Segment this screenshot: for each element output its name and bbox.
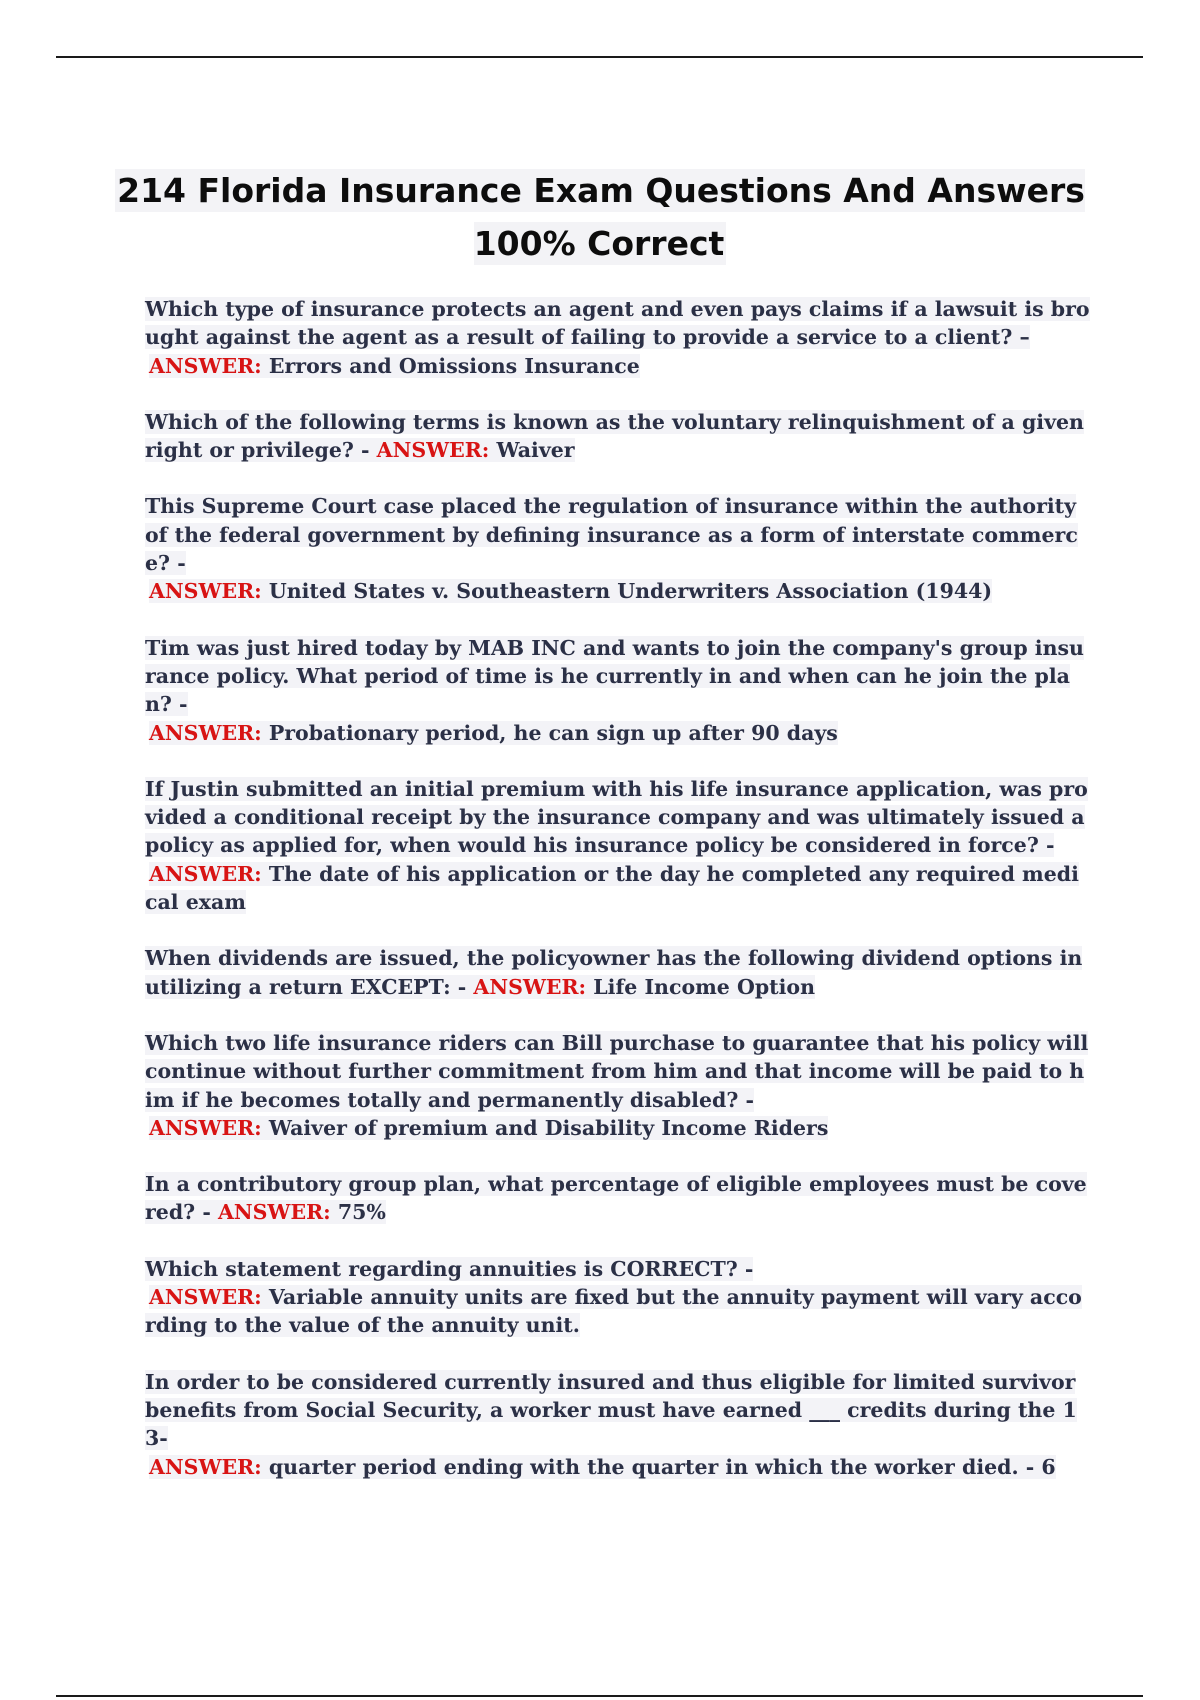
question-text: Which of the following terms is known as the voluntary relinquishment of a given right or privilege? - <box>145 409 1084 463</box>
answer-text: Waiver of premium and Disability Income Riders <box>261 1115 829 1140</box>
answer-label: ANSWER: <box>376 438 490 463</box>
answer-label: ANSWER: <box>149 1454 262 1479</box>
qa-item <box>145 1170 1090 1227</box>
answer-label: ANSWER: <box>149 1285 262 1310</box>
answer-text: United States v. Southeastern Underwriters Association (1944) <box>261 579 993 604</box>
qa-item <box>145 775 1090 916</box>
question-text: Which statement regarding annuities is CORRECT? - <box>145 1256 754 1281</box>
qa-item <box>145 1368 1090 1481</box>
answer-text: Waiver <box>489 438 575 463</box>
top-rule <box>56 56 1143 58</box>
question-text: Which two life insurance riders can Bill purchase to guarantee that his policy will continue without further commitment from him and that income will be paid to him if he becomes totally and permanently disabled? - <box>145 1030 1089 1112</box>
answer-text: Errors and Omissions Insurance <box>261 353 640 378</box>
answer-text: Probationary period, he can sign up after 90 days <box>261 720 838 745</box>
answer-text: quarter period ending with the quarter in which the worker died. - 6 <box>261 1454 1056 1479</box>
question-text: If Justin submitted an initial premium with his life insurance application, was provided a conditional receipt by the insurance company and was ultimately issued a policy as applied for, when would his insurance policy be considered in force? - <box>145 776 1088 858</box>
bottom-rule <box>56 1695 1143 1697</box>
qa-item <box>145 944 1090 1001</box>
qa-item <box>145 1029 1090 1142</box>
qa-list <box>145 295 1090 1509</box>
answer-text: The date of his application or the day he completed any required medical exam <box>145 861 1079 915</box>
answer-label: ANSWER: <box>217 1200 331 1225</box>
document-title-text: 214 Florida Insurance Exam Questions And Answers 100% Correct <box>117 171 1085 264</box>
question-text: Which type of insurance protects an agent and even pays claims if a lawsuit is brought against the agent as a result of failing to provide a service to a client? – <box>145 297 1090 350</box>
answer-text: Variable annuity units are fixed but the annuity payment will vary according to the value of the annuity unit. <box>145 1285 1082 1338</box>
qa-item <box>145 634 1090 747</box>
question-text: Tim was just hired today by MAB INC and wants to join the company's group insurance policy. What period of time is he currently in and when can he join the plan? - <box>145 635 1084 717</box>
question-text: In a contributory group plan, what percentage of eligible employees must be covered? - <box>145 1172 1087 1225</box>
answer-label: ANSWER: <box>149 1115 262 1140</box>
answer-label: ANSWER: <box>149 579 262 604</box>
question-text: This Supreme Court case placed the regulation of insurance within the authority of the federal government by defining insurance as a form of interstate commerce? - <box>145 494 1078 576</box>
answer-text: 75% <box>330 1200 386 1225</box>
qa-item <box>145 1255 1090 1340</box>
qa-item <box>145 408 1090 465</box>
document-title <box>100 164 1100 270</box>
qa-item <box>145 492 1090 605</box>
answer-text: Life Income Option <box>586 974 816 999</box>
question-text: When dividends are issued, the policyowner has the following dividend options in utilizing a return EXCEPT: - <box>145 946 1083 999</box>
question-text: In order to be considered currently insured and thus eligible for limited survivor benefits from Social Security, a worker must have earned ___ credits during the 13- <box>145 1369 1077 1451</box>
answer-label: ANSWER: <box>149 353 262 378</box>
answer-label: ANSWER: <box>473 974 587 999</box>
answer-label: ANSWER: <box>149 861 262 886</box>
qa-item <box>145 295 1090 380</box>
answer-label: ANSWER: <box>149 720 262 745</box>
